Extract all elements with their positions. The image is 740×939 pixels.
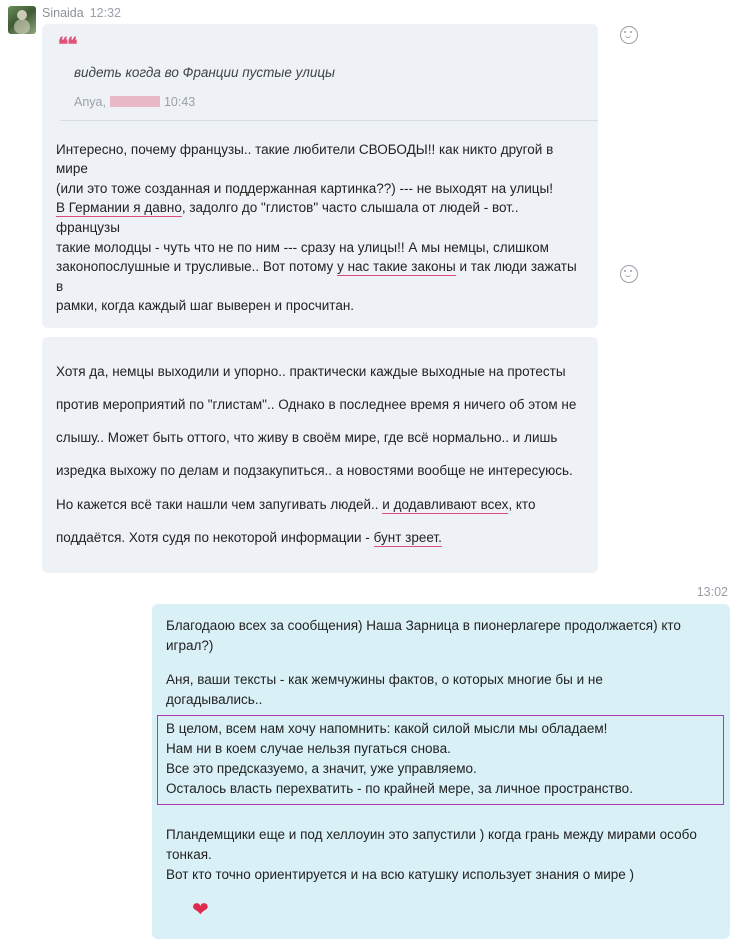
text-line: догадывались.. [166, 692, 263, 708]
text-fragment: и так люди зажаты в [56, 259, 577, 294]
text-fragment: , задолго до "глистов" часто слышала от людей - вот.. французы [56, 200, 519, 235]
outgoing-timestamp: 13:02 [696, 584, 728, 599]
text-line: Все это предсказуемо, а значит, уже управляемо. [166, 761, 477, 777]
text-line: рамки, когда каждый шаг выверен и просчитан. [56, 298, 355, 314]
message-text-2 [56, 362, 584, 547]
highlight-underline: В Германии я давно [56, 200, 182, 216]
redacted-block [110, 96, 160, 107]
message-bubble-outgoing[interactable] [152, 604, 730, 939]
smiley-icon[interactable] [620, 26, 638, 44]
highlight-underline: у нас такие законы [337, 259, 456, 275]
text-line: Осталось власть перехватить - по крайней мере, за личное пространство. [166, 781, 633, 797]
quote-meta [56, 93, 584, 120]
paragraph-gap [166, 656, 716, 670]
text-fragment: законопослушные и трусливые.. Вот потому [56, 259, 334, 275]
text-line: Вот кто точно ориентируется и на всю катушку использует знания о мире ) [166, 867, 635, 883]
text-line: Нам ни в коем случае нельзя пугаться снова. [166, 740, 451, 756]
avatar[interactable] [8, 6, 36, 34]
message-bubble-incoming-2[interactable] [42, 337, 598, 573]
paragraph-gap [166, 811, 716, 825]
text-line: слышу.. Может быть оттого, что живу в своём мире, где всё нормально.. и лишь [56, 430, 558, 446]
text-line: Благодаою всех за сообщения) Наша Зарница в пионерлагере продолжается) кто [166, 617, 681, 633]
message-text-1 [56, 129, 584, 316]
text-line [56, 257, 584, 296]
heart-reaction-icon[interactable]: ❤ [192, 899, 209, 922]
sender-time: 12:32 [89, 6, 121, 20]
text-line: тонкая. [166, 846, 212, 862]
text-line: играл?) [166, 637, 214, 653]
quote-author: Anya, [74, 94, 106, 109]
highlight-underline: и додавливают всех [382, 496, 509, 512]
quote-mark-icon: ❝❝ [58, 35, 77, 56]
text-line: В целом, всем нам хочу напомнить: какой силой мысли мы обладаем! [166, 720, 608, 736]
sender-name: Sinaida [42, 6, 84, 20]
message-bubble-incoming-1[interactable] [42, 24, 598, 328]
text-fragment: Но кажется всё таки нашли чем запугивать людей.. [56, 496, 379, 512]
sender-line [42, 0, 740, 24]
quote-time: 10:43 [163, 94, 196, 109]
text-line [56, 495, 584, 515]
quote-text: видеть когда во Франции пустые улицы [74, 65, 335, 80]
quoted-message[interactable] [56, 34, 584, 129]
quote-divider [60, 120, 598, 121]
text-fragment: , кто [508, 496, 536, 512]
text-line [56, 528, 584, 548]
highlight-underline: бунт зреет. [373, 529, 442, 545]
text-line: Аня, ваши тексты - как жемчужины фактов, о которых многие бы и не [166, 672, 603, 688]
smiley-icon[interactable] [620, 265, 638, 283]
text-line: такие молодцы - чуть что не по ним --- сразу на улицы!! А мы немцы, слишком [56, 239, 549, 255]
highlighted-box [157, 715, 724, 805]
text-line: Интересно, почему французы.. такие любители СВОБОДЫ!! как никто другой в мире [56, 141, 554, 177]
text-line: изредка выхожу по делам и подзакупиться.. а новостями вообще не интересуюсь. [56, 463, 573, 479]
text-line: (или это тоже созданная и поддержанная картинка??) --- не выходят на улицы! [56, 180, 553, 196]
text-line: Хотя да, немцы выходили и упорно.. практически каждые выходные на протесты [56, 364, 566, 380]
text-line [56, 198, 584, 237]
text-line: против мероприятий по "глистам".. Однако в последнее время я ничего об этом не [56, 397, 577, 413]
text-line: Пландемщики еще и под хеллоуин это запустили ) когда грань между мирами особо [166, 826, 697, 842]
text-fragment: поддаётся. Хотя судя по некоторой информации - [56, 529, 370, 545]
